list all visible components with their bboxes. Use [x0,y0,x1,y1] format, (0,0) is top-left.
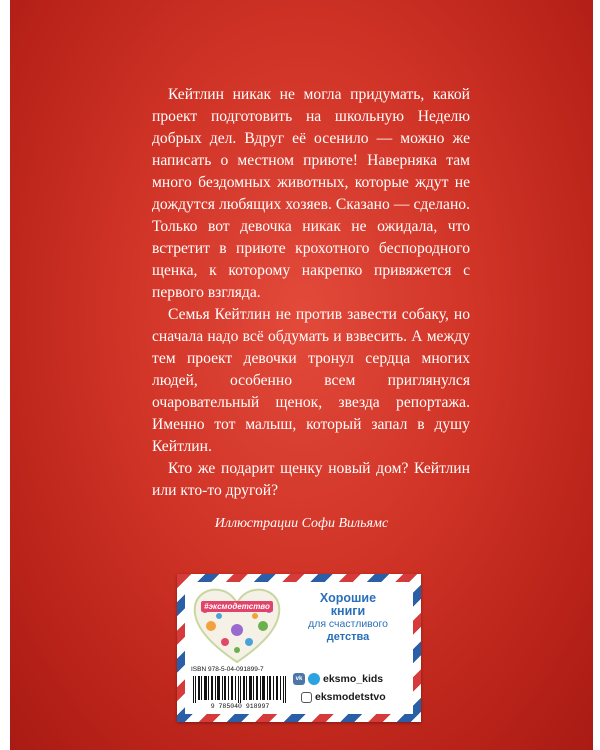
social-row-1 [293,670,413,688]
hashtag-label: #эксмодетство [191,602,283,611]
barcode-digits: 9 785040 918997 [210,703,270,710]
sticker-card [185,582,413,714]
social-row-2 [293,688,413,706]
slogan-line-4: детства [326,631,370,643]
social-handle-1: eksmo_kids [323,673,384,685]
slogan-line-1: Хорошие [319,591,377,605]
vk-icon: vk [293,673,305,685]
blurb-paragraph-1: Кейтлин никак не могла придумать, какой проект подготовить на школьную Неделю добрых дел. Вдруг её осенило — можно же написать о местном приюте! Наверняка там много бездомных животных, которые ждут не дождутся любящих хозяев. Сказано — сделано. Только вот девочка никак не ожидала, что встретит в приюте крохотного беспородного щенка, к которому накрепко привяжется с первого взгляда. [152,86,470,301]
slogan-line-3: для счастливого [308,618,388,630]
illustrator-credit: Иллюстрации Софи Вильямс [214,516,389,531]
blurb-paragraph-3: Кто же подарит щенку новый дом? Кейтлин или кто-то другой? [152,460,470,499]
blurb-paragraph-2: Семья Кейтлин не против завести собаку, но сначала надо всё обдумать и взвесить. А между тем проект девочки тронул сердца многих людей, особенно всем приглянулся очаровательный щенок, звезда репортажа. Именно тот малыш, который запал в душу Кейтлин. [152,306,470,455]
slogan-line-2: книги [330,604,366,618]
instagram-icon [301,692,312,703]
slogan [289,592,407,644]
isbn-block [191,666,289,712]
barcode-icon [191,676,289,703]
heart-icon [191,586,283,666]
social-links [293,670,413,706]
social-handle-2: eksmodetstvo [315,691,386,703]
publisher-sticker [177,574,421,722]
blurb-text [152,84,470,502]
telegram-icon [308,673,320,685]
isbn-number: ISBN 978-5-04-091899-7 [191,666,264,673]
